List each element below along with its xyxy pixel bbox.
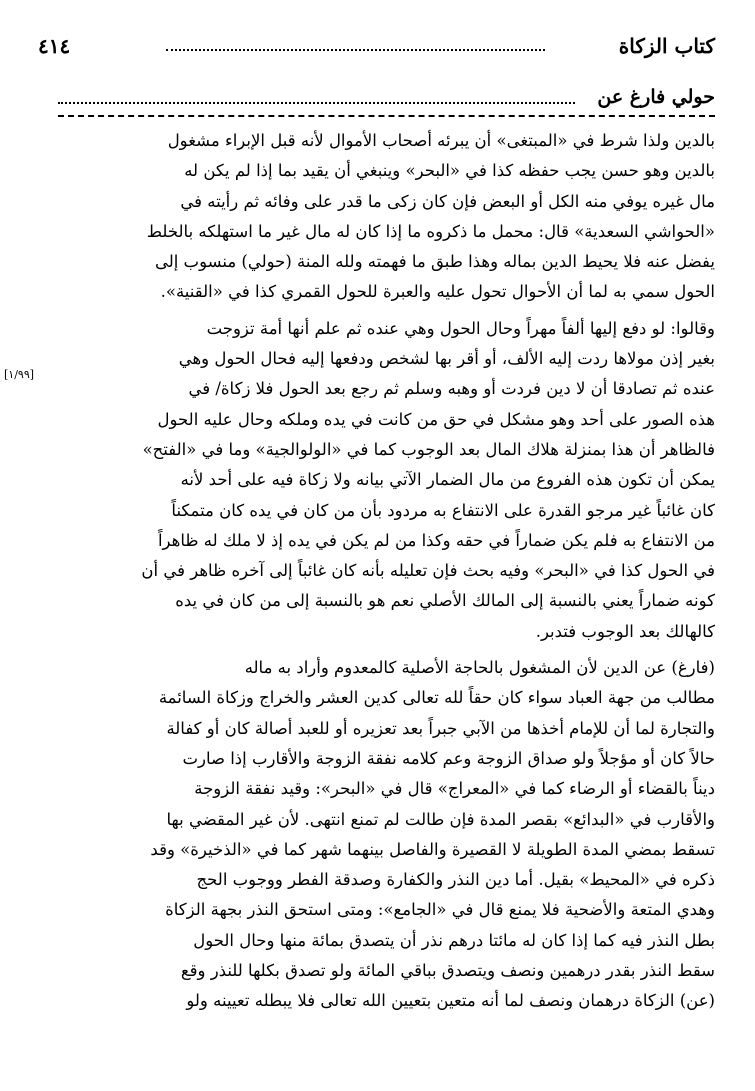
text-line: بطل النذر فيه كما إذا كان له مائتا درهم نذر أن يتصدق بمائة منها وحال الحول [193, 930, 715, 950]
text-line: «الحواشي السعدية» قال: محمل ما ذكروه ما إذا كان له مال غير ما استهلكه بالخلط [146, 221, 715, 241]
dashed-separator [58, 115, 715, 117]
text-line: بالدين ولذا شرط في «المبتغى» أن يبرئه أصحاب الأموال لأنه قبل الإبراء مشغول [167, 131, 715, 150]
commentary-body [58, 126, 715, 1017]
text-line: حالاً كان أو مؤجلاً ولو صداق الزوجة وعم كلامه نفقة الزوجة والأقارب إذا صارت [182, 748, 715, 768]
text-line: والتجارة لما أن للإمام أخذها من الآبي جبراً بعد تعزيره أو للعبد أصالة كان أو كفالة [166, 718, 715, 738]
page-header [38, 34, 715, 64]
text-line: كالهالك بعد الوجوب فتدبر. [535, 621, 715, 641]
text-line: من الانتفاع به فلم يكن ضماراً في حقه وكذا من لم يكن في يده إذ لا ملك له ظاهراً [157, 530, 715, 550]
text-line: سقط النذر بقدر درهمين ونصف ويتصدق بباقي المائة ولو تصدق بكلها للنذر وقع [180, 961, 715, 981]
paragraph-1 [58, 126, 715, 308]
gloss-head-text: حولي فارغ عن [597, 86, 715, 108]
text-line: وقالوا: لو دفع إليها ألفاً مهراً وحال الحول وهي عنده ثم علم أنها أمة تزوجت [206, 318, 715, 338]
page-number: ٤١٤ [38, 34, 71, 58]
header-dotted-rule [166, 49, 545, 51]
gloss-heading [58, 86, 715, 114]
text-line: الحول سمي به لما أن الأحوال تحول عليه والعبرة للحول القمري كذا في «القنية». [160, 282, 715, 302]
text-line: ذكره في «المحيط» بقيل. أما دين النذر والكفارة وصدقة الفطر ووجوب الحج [196, 870, 715, 890]
text-line: وهدي المتعة والأضحية فلا يمنع قال في «الجامع»: ومتى استحق النذر بجهة الزكاة [165, 900, 715, 920]
paragraph-2 [58, 314, 715, 647]
paragraph-3 [58, 653, 715, 1017]
text-line: هذه الصور على أحد وهو مشكل في حق من كانت في يده وملكه وحال عليه الحول [157, 409, 715, 429]
text-line: (فارغ) عن الدين لأن المشغول بالحاجة الأصلية كالمعدوم وأراد به ماله [244, 658, 715, 678]
text-line: كونه ضماراً يعني بالنسبة إلى المالك الأصلي نعم هو بالنسبة إلى من كان في يده [175, 591, 715, 611]
text-line: مال غيره يوفي منه الكل أو البعض فإن كان زكى ما قدر على وفائه ثم رأيته في [180, 191, 715, 211]
gloss-dotted-rule [58, 102, 575, 104]
running-title: كتاب الزكاة [618, 34, 715, 58]
text-line: (عن) الزكاة درهمان ونصف لما أنه متعين بتعيين الله تعالى فلا يبطله تعيينه ولو [186, 991, 715, 1011]
text-line: في الحول كذا في «البحر» وفيه بحث فإن تعليله بأنه كان غائباً إلى آخره ظاهر في أن [141, 561, 715, 581]
text-line: يفضل عنه فلا يحيط الدين بماله وهذا طبق ما فهمته ولله المنة (حولي) منسوب إلى [154, 252, 715, 272]
text-line: والأقارب في «البدائع» بقصر المدة فإن طالت لم تمنع انتهى. لأن غير المقضي بها [166, 809, 715, 829]
text-line: فالظاهر أن هذا بمنزلة هلاك المال بعد الوجوب كما في «الولوالجية» وما في «الفتح» [142, 439, 715, 459]
text-line: مطالب من جهة العباد سواء كان حقاً لله تعالى كدين العشر والخراج وزكاة السائمة [158, 688, 715, 708]
text-line: عنده ثم تصادقا أن لا دين فردت أو وهبه وسلم ثم رجع بعد الحول فلا زكاة/ في [188, 379, 715, 399]
text-line: بالدين وهو حسن يجب حفظه كذا في «البحر» وينبغي أن يقيد بما إذا لم يكن له [184, 161, 715, 181]
text-line: ديناً بالقضاء أو الرضاء كما في «المعراج» قال في «البحر»: وقيد نفقة الزوجة [194, 779, 715, 799]
text-line: كان غائباً غير مرجو القدرة على الانتفاع به مردود بأن من كان في يده كان متمكناً [171, 500, 715, 520]
text-line: تسقط بمضي المدة الطويلة لا القصيرة والفاصل بينهما شهر كما في «الذخيرة» وقد [150, 839, 715, 859]
margin-page-reference: [١/٩٩] [4, 368, 35, 381]
text-line: بغير إذن مولاها ردت إليه الألف، أو أقر بها لشخص ودفعها إليه فحال الحول وهي [178, 349, 715, 369]
text-line: يمكن أن تكون هذه الفروع من مال الضمار الآتي بيانه ولا زكاة فيه على أحد لأنه [180, 470, 715, 490]
